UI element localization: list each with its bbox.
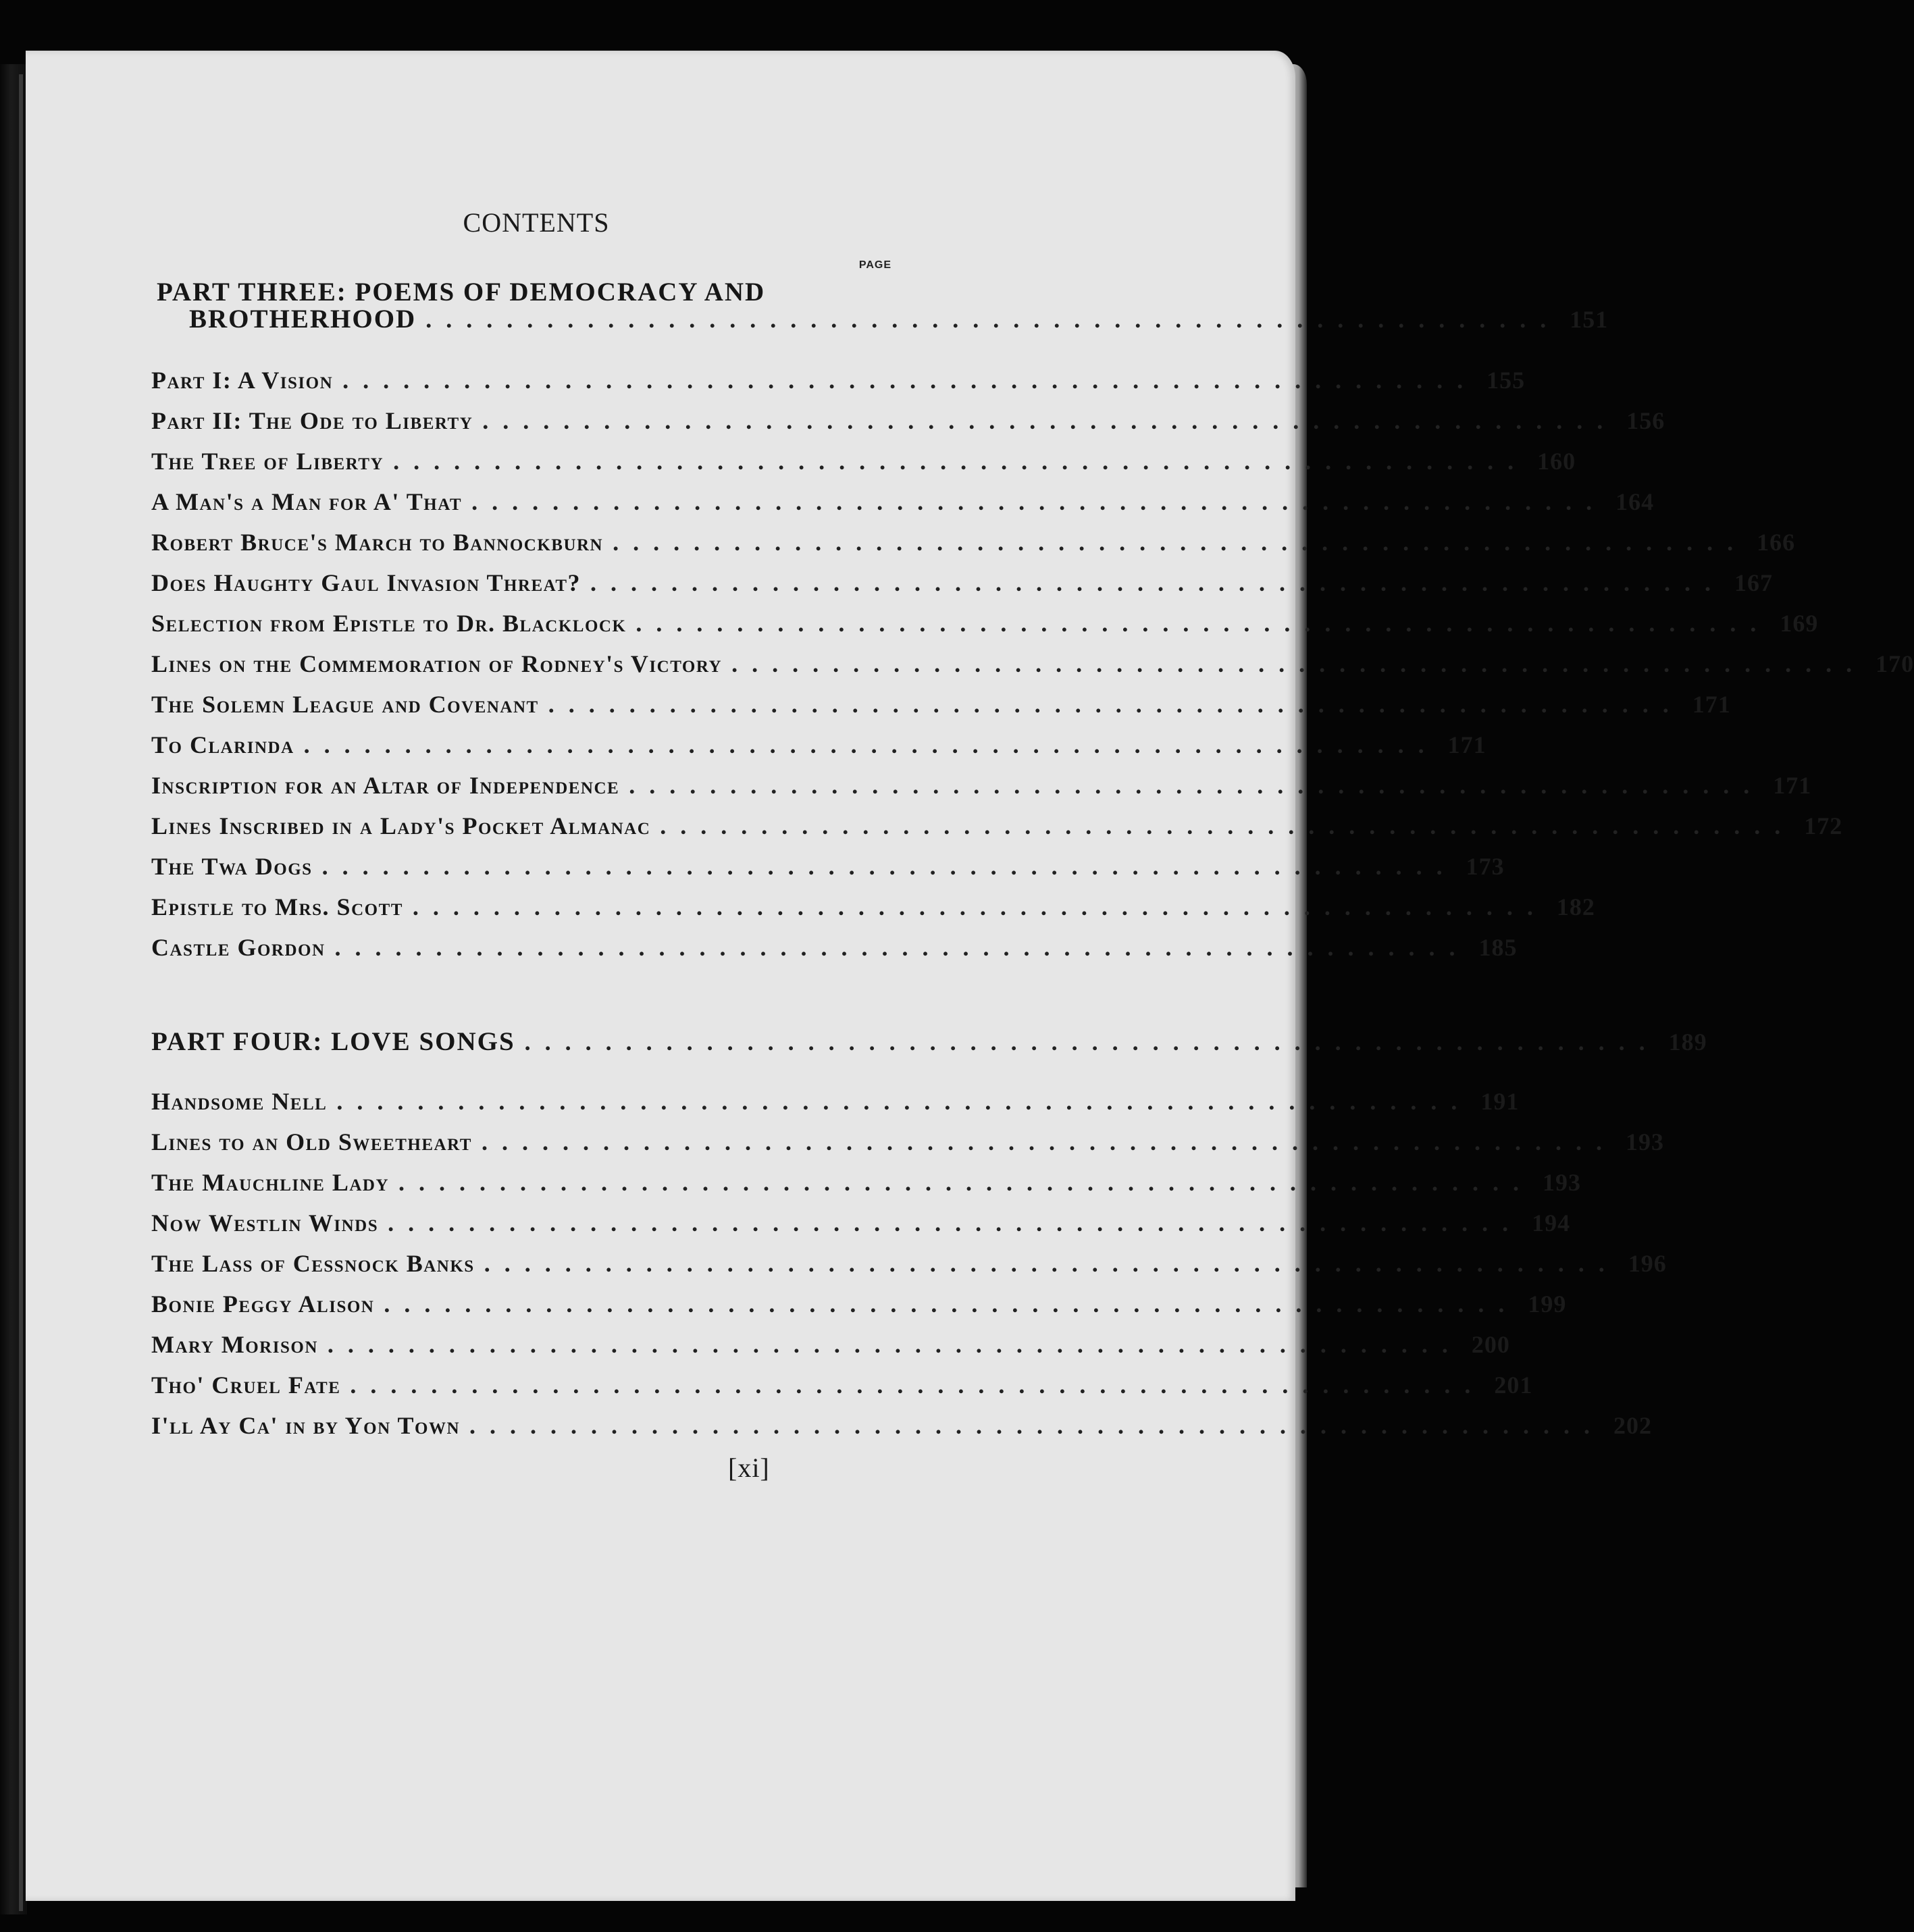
part-three-page: 151	[1570, 306, 1609, 333]
dot-leader: ........................................................	[327, 1331, 1462, 1358]
toc-entry: Part I: A Vision ........................................................ 155	[151, 367, 1526, 394]
book-gutter-edge	[0, 64, 27, 1914]
dot-leader: ........................................................	[388, 1209, 1523, 1236]
toc-entry: Part II: The Ode to Liberty ........................................................ 156	[151, 407, 1665, 434]
part-four-heading-row	[151, 1026, 1707, 1066]
dot-leader: ........................................................	[384, 1290, 1519, 1317]
dot-leader: ........................................................	[481, 1128, 1616, 1155]
dot-leader: ........................................................	[342, 367, 1478, 394]
dot-leader: ........................................................	[393, 448, 1528, 475]
toc-entry: Lines Inscribed in a Lady's Pocket Almanac ........................................................ 172	[151, 812, 1843, 839]
dot-leader: ........................................................	[629, 772, 1764, 799]
dot-leader: ........................................................	[613, 529, 1748, 556]
toc-entry: The Mauchline Lady ........................................................ 193	[151, 1169, 1582, 1196]
dot-leader: ........................................................	[484, 1250, 1619, 1277]
toc-entry: Epistle to Mrs. Scott ........................................................ 182	[151, 893, 1595, 920]
toc-entry: Castle Gordon ........................................................ 185	[151, 934, 1518, 961]
part-four-heading: PART FOUR: LOVE SONGS	[151, 1027, 515, 1056]
toc-entry: Selection from Epistle to Dr. Blacklock ........................................................ 169	[151, 610, 1819, 637]
toc-entry: The Solemn League and Covenant ........................................................ 171	[151, 691, 1731, 718]
toc-entry: The Lass of Cessnock Banks ........................................................ 196	[151, 1250, 1667, 1277]
dot-leader: ........................................................	[471, 488, 1607, 515]
toc-entry: Handsome Nell ........................................................ 191	[151, 1088, 1520, 1115]
toc-entry: Lines to an Old Sweetheart ........................................................ 193	[151, 1128, 1664, 1155]
part-three-heading-line1: PART THREE: POEMS OF DEMOCRACY AND	[157, 278, 766, 307]
dot-leader: ........................................................	[469, 1412, 1605, 1439]
dot-leader: ........................................................	[334, 934, 1470, 961]
toc-entry: Bonie Peggy Alison ........................................................ 199	[151, 1290, 1567, 1317]
toc-entry: Tho' Cruel Fate ........................................................ 201	[151, 1372, 1533, 1399]
toc-entry: Inscription for an Altar of Independence ........................................................ 171	[151, 772, 1812, 799]
dot-leader: ........................................................	[636, 610, 1771, 637]
toc-entry: Robert Bruce's March to Bannockburn ........................................................ 166	[151, 529, 1796, 556]
dot-leader: ........................................................	[660, 812, 1795, 839]
dot-leader: ........................................................	[590, 569, 1726, 596]
toc-entry: A Man's a Man for A' That ........................................................ 164	[151, 488, 1655, 515]
dot-leader: ........................................................	[548, 691, 1683, 718]
dot-leader: ........................................................	[321, 853, 1457, 880]
toc-entry: Does Haughty Gaul Invasion Threat? ........................................................ 167	[151, 569, 1774, 596]
dot-leader: ........................................................	[303, 731, 1439, 758]
part-four-page: 189	[1668, 1028, 1707, 1055]
toc-entry: The Tree of Liberty ........................................................ 160	[151, 448, 1576, 475]
part-three-heading-row	[151, 304, 1609, 343]
dot-leader: ........................................................	[731, 650, 1867, 677]
toc-entry: The Twa Dogs ........................................................ 173	[151, 853, 1505, 880]
toc-entry: To Clarinda ........................................................ 171	[151, 731, 1486, 758]
book-gutter-rule	[19, 74, 23, 1911]
dot-leader: ........................................................	[425, 306, 1561, 333]
toc-entry: Lines on the Commemoration of Rodney's Victory ........................................................ 170	[151, 650, 1914, 677]
toc-entry: Mary Morison ........................................................ 200	[151, 1331, 1510, 1358]
dot-leader: ........................................................	[398, 1169, 1534, 1196]
toc-entry: Now Westlin Winds ........................................................ 194	[151, 1209, 1571, 1236]
dot-leader: ........................................................	[524, 1028, 1659, 1055]
dot-leader: ........................................................	[350, 1372, 1485, 1399]
dot-leader: ........................................................	[482, 407, 1618, 434]
part-three-heading-line2: BROTHERHOOD	[189, 305, 417, 334]
page-folio: [xi]	[728, 1453, 770, 1483]
page-column-label: PAGE	[858, 259, 891, 271]
dot-leader: ........................................................	[412, 893, 1547, 920]
toc-entry: I'll Ay Ca' in by Yon Town ........................................................ 202	[151, 1412, 1653, 1439]
dot-leader: ........................................................	[336, 1088, 1472, 1115]
page-title: CONTENTS	[463, 207, 610, 238]
